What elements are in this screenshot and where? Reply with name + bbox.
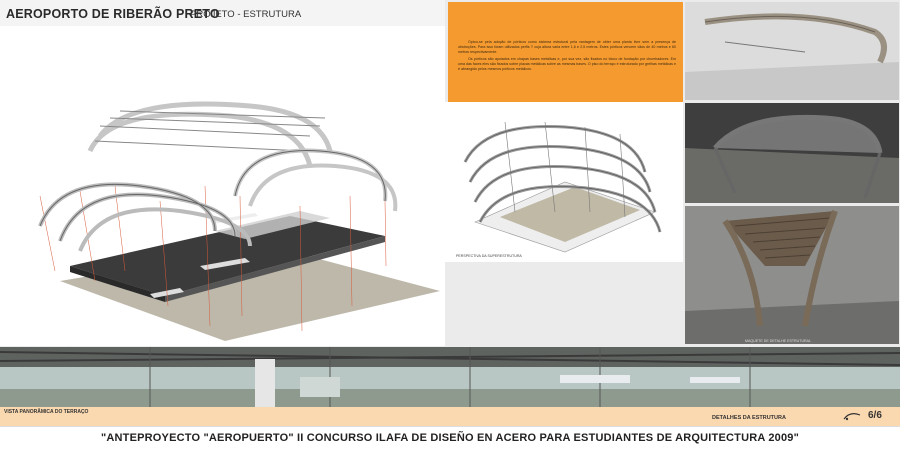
detail-model-caption: MAQUETE DE DETALHE ESTRUTURAL <box>745 339 812 343</box>
page-number: 6/6 <box>868 410 882 421</box>
competition-title: "ANTEPROYECTO "AEROPUERTO" II CONCURSO ILAFA DE DISEÑO EN ACERO PARA ESTUDIANTES DE ARQUITECTURA 2009" <box>100 432 800 444</box>
canopy-render-2 <box>685 103 899 203</box>
panorama-caption: VISTA PANORÂMICA DO TERRAÇO <box>4 409 89 415</box>
superstructure-perspective <box>445 102 683 262</box>
brand-logo-icon <box>842 409 862 423</box>
page-title: AEROPORTO DE RIBERÃO PRETO <box>6 7 220 21</box>
page-subtitle: PROJETO - ESTRUTURA <box>190 9 302 20</box>
description-text <box>458 40 676 74</box>
description-paragraph: Optou-se pela adoção de pórticos como sistema estrutural pela vantagem de obter uma planta livre sem a presença de obstruções. Para isso foram utilizados perfis 'I' cuja altura varia entre 1,6 e 2,5 metros. Estes pórticos vencem vãos de 40 metros e 60 metros respectivamente. <box>458 40 676 54</box>
exploded-axonometric-drawing <box>0 26 445 346</box>
description-paragraph: Os pórticos são apoiados em chapas bases metálicas e, por sua vez, são fixados no bloco de fundação por chumbadores. Em uma das faces eles são fixados sobre placas metálicas sobre as mesmas bases. O piso do terraço é estruturado por grelhas metálicas e é abrangido pelos mesmos pórticos metálicos. <box>458 57 676 71</box>
perspective-caption: PERSPECTIVA DA SUPERESTRUTURA <box>456 254 522 258</box>
terrace-panorama <box>0 347 900 407</box>
structural-detail-model <box>685 206 899 344</box>
details-caption: DETALHES DA ESTRUTURA <box>712 415 786 421</box>
canopy-render-1 <box>685 2 899 100</box>
